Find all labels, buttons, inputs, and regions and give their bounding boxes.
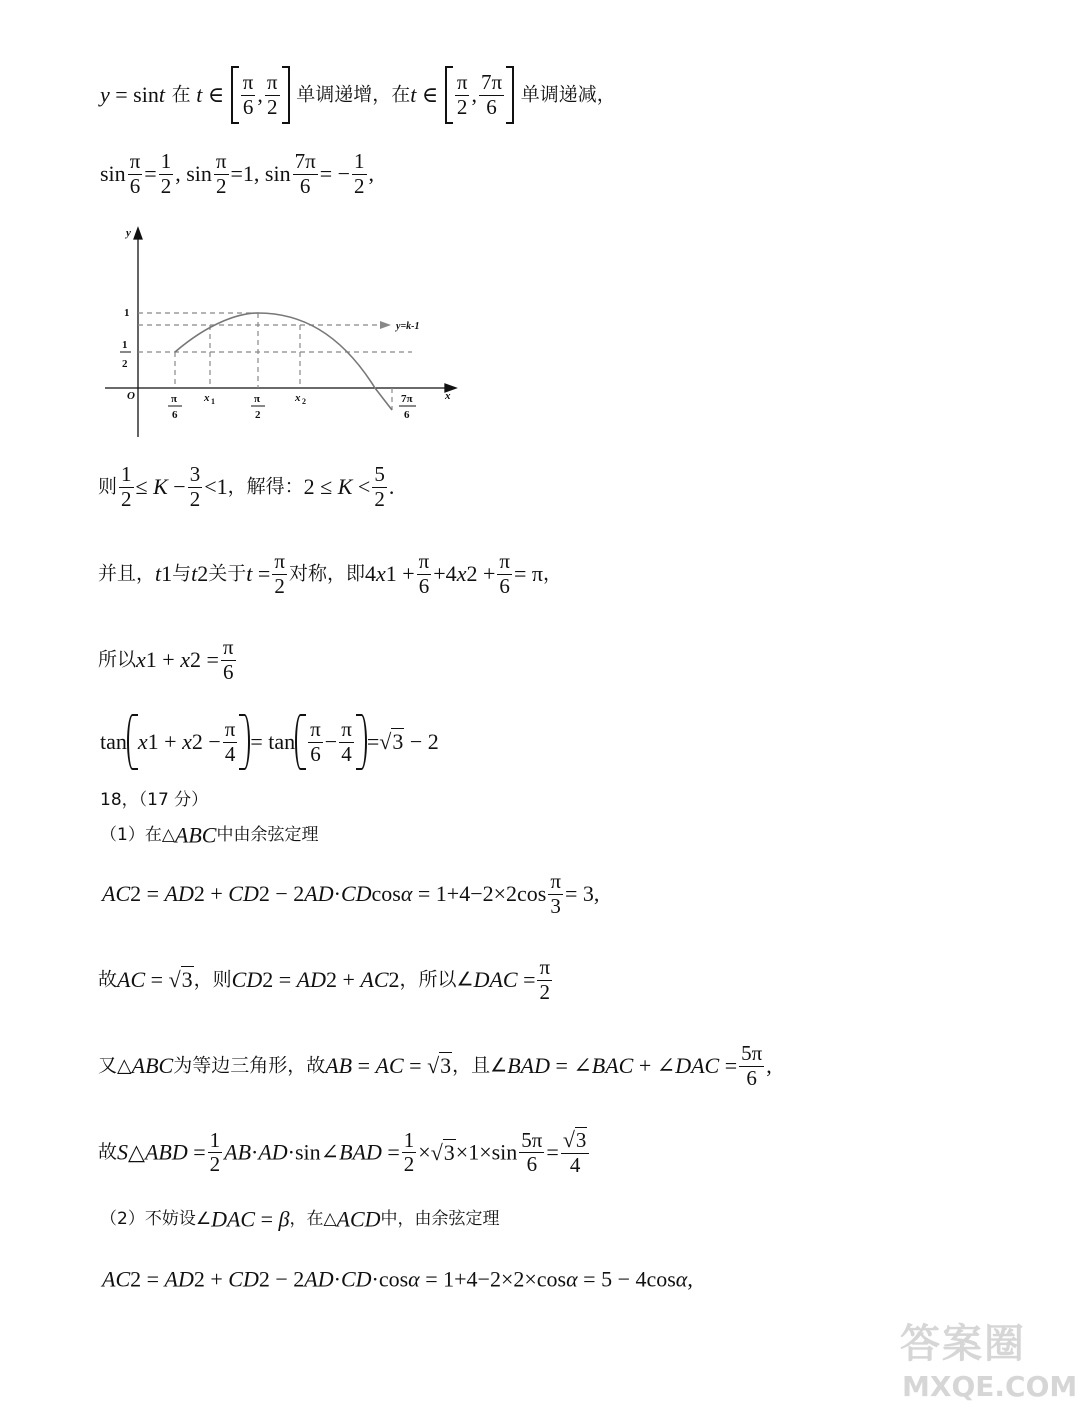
text-cosine-law-2: 中，由余弦定理 <box>380 1209 500 1229</box>
text-equilateral: 为等边三角形，故 <box>173 1054 326 1077</box>
x-tick-x2-sub: 2 <box>302 397 306 406</box>
part2-intro: （2）不妨设∠DAC = β，在△ACD中，由余弦定理 <box>100 1206 500 1232</box>
x-tick-7pi6-den: 6 <box>404 409 410 421</box>
x-tick-pi6-den: 6 <box>172 409 178 421</box>
text-comma: ， <box>543 562 563 585</box>
line-label-k: y=k-1 <box>396 321 420 332</box>
text-so: 所以 <box>98 648 137 671</box>
text-solve: ，解得： <box>227 475 304 498</box>
watermark-chinese: 答案圈 <box>900 1321 1026 1367</box>
text-and-angle: ，且∠ <box>452 1054 508 1077</box>
line-monotonic: y = sint 在 t ∈ $\frac{\pi}{6}$ , $\frac{\pi}{2}$ 单调递增，在t ∈ $\frac{\pi}{2}$ , $\frac{7\pi}{6}$ 单调递减， <box>100 66 616 124</box>
y-tick-half-num: 1 <box>122 339 128 351</box>
text-symmetric: 对称，即 <box>288 562 365 585</box>
y-tick-one: 1 <box>124 307 130 319</box>
y-axis-label: y <box>126 227 131 239</box>
text-then2: ，则 <box>193 968 232 991</box>
watermark-logo <box>880 1312 1078 1408</box>
x-tick-x1: x <box>204 392 210 404</box>
sine-graph-figure <box>100 222 460 442</box>
x-tick-x1-sub: 1 <box>211 397 215 406</box>
text-in-triangle: ，在△ <box>289 1209 337 1229</box>
text-increasing: 单调递增，在 <box>296 83 411 106</box>
text-decreasing: 单调递减， <box>520 83 616 106</box>
line-ac-squared-2: AC2 = AD2 + CD2 − 2AD·CD·cosα = 1+4−2×2×cosα = 5 − 4cosα, <box>102 1266 693 1292</box>
text-also: 又△ <box>98 1054 132 1077</box>
y-tick-half-den: 2 <box>122 358 128 370</box>
line-symmetry: 并且，t1与t2关于t = $\frac{\pi}{2}$ 对称，即4x1 + $\frac{\pi}{6}$ +4x2 + $\frac{\pi}{6}$ = π， <box>98 549 563 598</box>
section-18-heading: 18，（17 分） <box>100 790 209 810</box>
x-tick-pi2-den: 2 <box>255 409 261 421</box>
text-with: 与 <box>172 562 192 585</box>
text-and: 并且， <box>98 562 156 585</box>
x-tick-pi6-num: π <box>171 393 178 405</box>
part1-intro: （1）在△ABC中由余弦定理 <box>100 822 319 848</box>
line-inequality: 则 $\frac{1}{2}$ ≤ K − $\frac{3}{2}$ <1，解得：2 ≤ K < $\frac{5}{2}$ . <box>98 462 395 511</box>
origin-label: O <box>127 390 135 402</box>
line-sine-values: sin $\frac{\pi}{6}$ = $\frac{1}{2}$ , sin $\frac{\pi}{2}$ =1, sin $\frac{7\pi}{6}$ = − $\frac{1}{2}$ , <box>100 149 375 198</box>
text-cosine-law: 中由余弦定理 <box>216 825 319 845</box>
line-area: 故S△ABD = $\frac{1}{2}$ AB·AD·sin∠BAD = $\frac{1}{2}$ ×√3×1×sin $\frac{5\pi}{6}$ = $\frac{√3}{4}$ <box>98 1128 591 1177</box>
text-about: 关于 <box>208 562 247 585</box>
x-tick-pi2-num: π <box>254 393 261 405</box>
text-so-angle: ，所以∠ <box>399 968 474 991</box>
x-axis-label: x <box>445 390 451 402</box>
text-then: 则 <box>98 475 118 498</box>
line-ac-squared: AC2 = AD2 + CD2 − 2AD·CDcosα = 1+4−2×2cos $\frac{\pi}{3}$ = 3, <box>102 869 600 918</box>
text-part2: （2）不妨设∠ <box>100 1209 212 1229</box>
line-equilateral: 又△ABC为等边三角形，故AB = AC = √3，且∠BAD = ∠BAC + ∠DAC = $\frac{5\pi}{6}$ , <box>98 1041 772 1090</box>
line-ac-root3: 故AC = √3，则CD2 = AD2 + AC2，所以∠DAC = $\frac{\pi}{2}$ <box>98 955 551 1004</box>
line-sum-x: 所以x1 + x2 = $\frac{\pi}{6}$ <box>98 635 234 684</box>
text-hence2: 故 <box>98 1141 118 1164</box>
x-tick-x2: x <box>295 392 301 404</box>
x-tick-7pi6-num: 7π <box>401 393 413 405</box>
line-tan: tan x1 + x2 − $\frac{\pi}{4}$ = tan $\frac{\pi}{6}$ − $\frac{\pi}{4}$ =√3 − 2 <box>100 714 439 770</box>
text-part1: （1）在△ <box>100 825 175 845</box>
text-hence: 故 <box>98 968 118 991</box>
watermark-url: MXQE.COM <box>902 1370 1078 1403</box>
